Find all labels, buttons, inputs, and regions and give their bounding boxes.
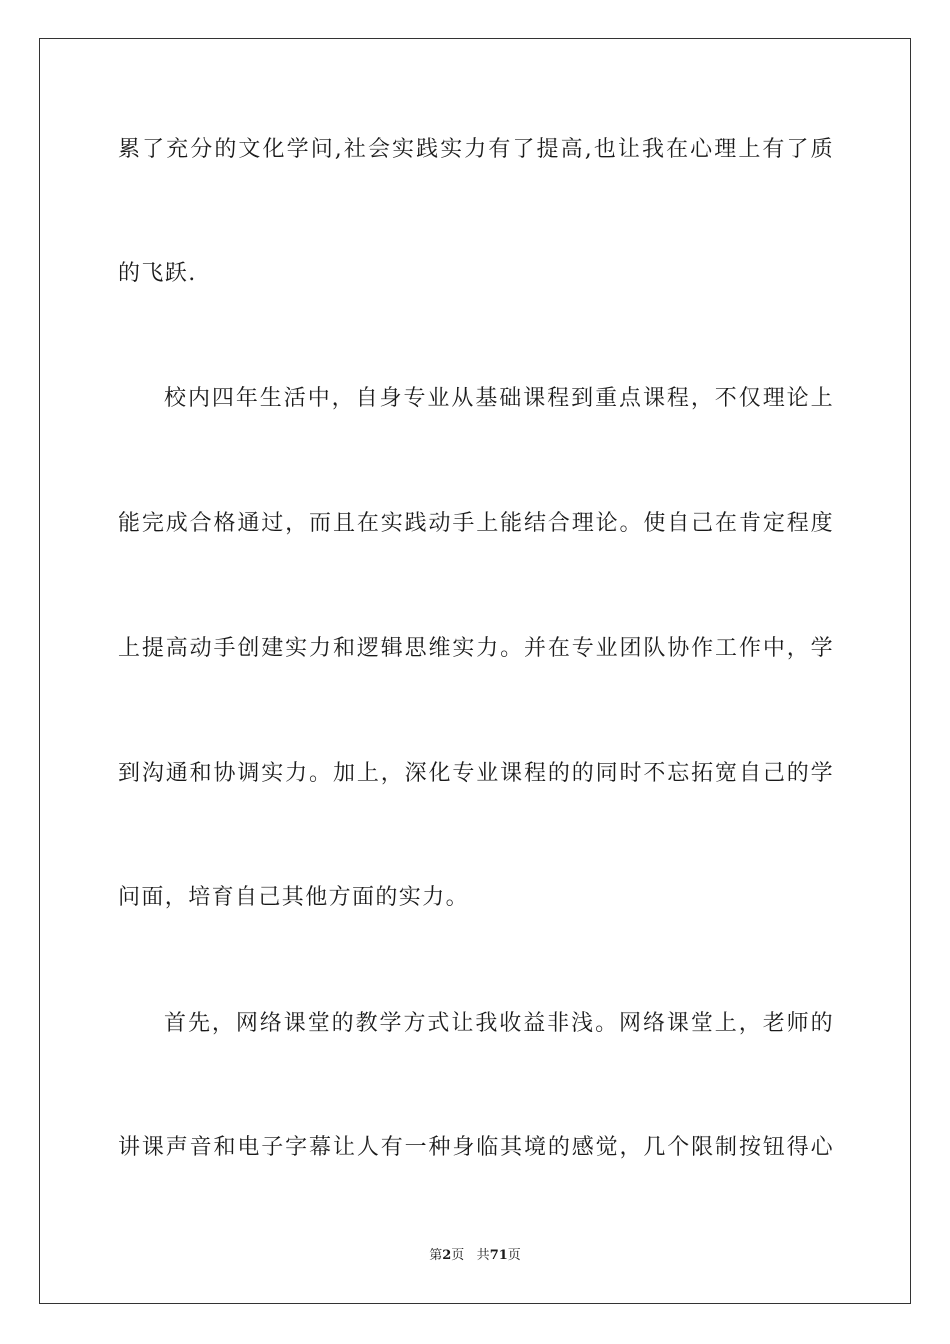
text-line-4: 能完成合格通过，而且在实践动手上能结合理论。使自己在肯定程度 (118, 511, 834, 536)
text-line-8: 首先，网络课堂的教学方式让我收益非浅。网络课堂上，老师的 (164, 1011, 834, 1036)
text-line-5: 上提高动手创建实力和逻辑思维实力。并在专业团队协作工作中，学 (118, 636, 834, 661)
total-prefix: 共 (476, 1248, 490, 1263)
page-prefix: 第 (429, 1248, 443, 1263)
text-line-3: 校内四年生活中，自身专业从基础课程到重点课程，不仅理论上 (164, 386, 834, 411)
text-line-7: 问面，培育自己其他方面的实力。 (118, 885, 470, 910)
total-pages: 71 (489, 1248, 508, 1263)
page-border (39, 38, 911, 1304)
page-footer (0, 1247, 950, 1265)
text-line-9: 讲课声音和电子字幕让人有一种身临其境的感觉，几个限制按钮得心 (118, 1135, 834, 1160)
text-line-2: 的飞跃. (118, 261, 197, 286)
text-line-1: 累了充分的文化学问,社会实践实力有了提高,也让我在心理上有了质 (118, 137, 834, 162)
text-line-6: 到沟通和协调实力。加上，深化专业课程的的同时不忘拓宽自己的学 (118, 761, 834, 786)
total-suffix: 页 (507, 1248, 521, 1263)
page-number: 2 (442, 1248, 452, 1263)
page-suffix: 页 (451, 1248, 465, 1263)
